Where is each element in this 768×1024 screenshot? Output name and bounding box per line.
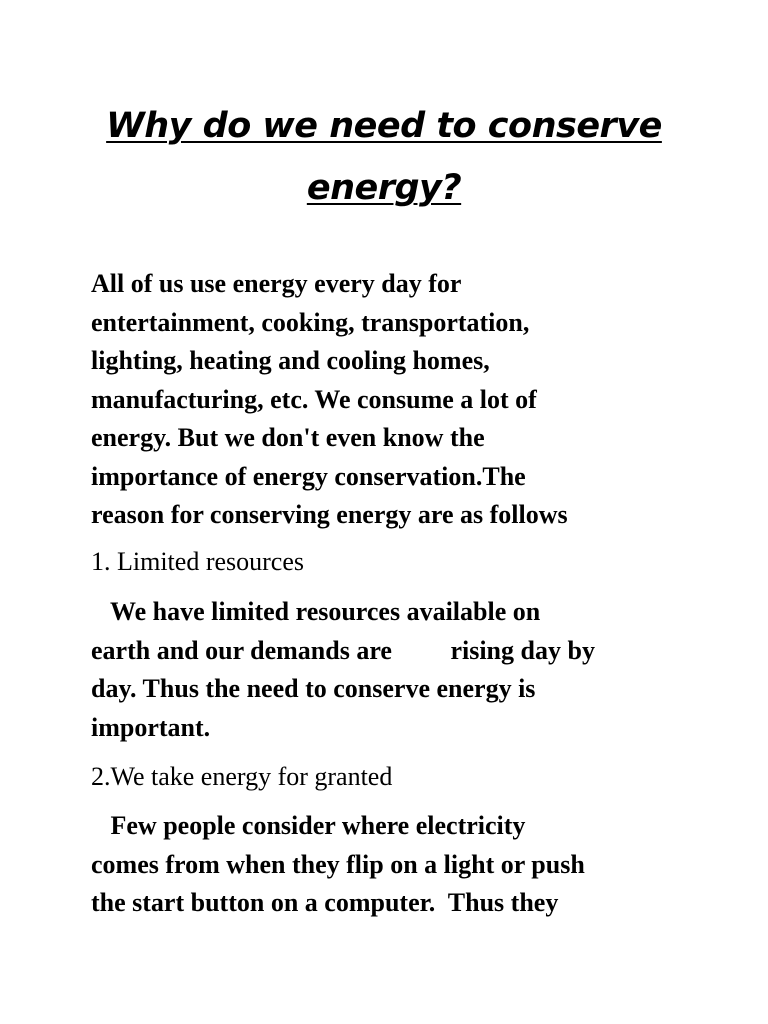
- intro-paragraph: [91, 265, 731, 535]
- point-1-line: earth and our demands are rising day by: [91, 635, 595, 665]
- point-1-paragraph: [91, 593, 731, 747]
- intro-line: importance of energy conservation.The: [91, 461, 526, 491]
- point-1-line: important.: [91, 712, 211, 742]
- intro-line: energy. But we don't even know the: [91, 423, 485, 452]
- intro-line: reason for conserving energy are as follows: [91, 500, 568, 529]
- point-2-line: comes from when they flip on a light or push: [91, 849, 585, 879]
- point-1-line: We have limited resources available on: [91, 597, 541, 626]
- intro-line: All of us use energy every day for: [91, 269, 462, 298]
- point-1-line: day. Thus the need to conserve energy is: [91, 674, 536, 703]
- point-2-line: Few people consider where electricity: [91, 811, 526, 840]
- point-1-heading: 1. Limited resources: [91, 547, 304, 576]
- intro-line: manufacturing, etc. We consume a lot of: [91, 384, 537, 414]
- intro-line: entertainment, cooking, transportation,: [91, 307, 530, 337]
- point-2-paragraph: [91, 807, 731, 923]
- document-title-line-1: Why do we need to conserve: [106, 106, 662, 146]
- intro-line: lighting, heating and cooling homes,: [91, 346, 490, 375]
- document-title-line-2: energy?: [306, 168, 462, 208]
- point-2-heading: 2.We take energy for granted: [91, 762, 393, 791]
- point-2-line: the start button on a computer. Thus they: [91, 888, 559, 917]
